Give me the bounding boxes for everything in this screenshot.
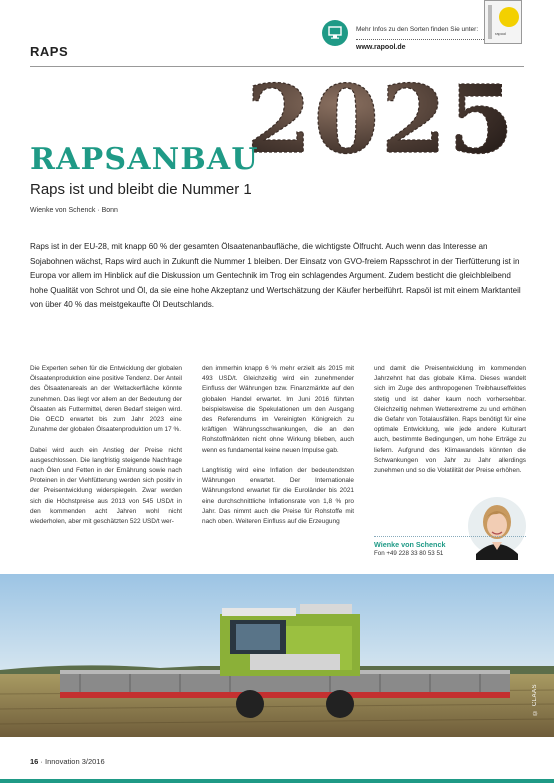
column-paragraph: Dabei wird auch ein Anstieg der Preise nicht ausgeschlossen. Die langfristig steigende Nachfrage nach Ölen und Fetten in der Ernährung sowie nach Proteinen in der Viehfütterung werden sich positiv in der Preisentwicklung widerspiegeln. Zwar werden sich die Höchstpreise aus 2013 von 545 USD/t in den kommenden acht Jahren wohl nicht wiederholen, aber mit geschätzten 522 USD/t wer- <box>30 446 182 526</box>
contact-dotted-rule <box>374 536 526 537</box>
column-paragraph: Langfristig wird eine Inflation der bedeutendsten Währungen erwartet. Der Internationale Währungsfond erwartet für die Euroländer bis 2021 eine durchschnittliche Inflationsrate von 1,8 % pro Jahr. Das nimmt auch die Preise für Rohstoffe mit nach oben. Weiteren Einfluss auf die Erzeugung <box>202 467 354 526</box>
contact-name: Wienke von Schenck <box>374 540 446 549</box>
year-text: 2025 <box>246 74 516 160</box>
rapool-logo-icon <box>499 7 519 27</box>
column-paragraph: den immerhin knapp 6 % mehr erzielt als 2015 mit 493 USD/t. Gleichzeitig wird ein zunehmender Einfluss der Währungen bzw. Finanzmärkte auf den globalen Handel erwartet. Im Juni 2016 führten beispielsweise die Spekulationen um den Ausgang des Referendums im Vereinigten Königreich zu kräftigen Währungsschwankungen, die an den Rohstoffmärkten nicht ohne Wirkung blieben, auch wenn es fundamental keine neuen Impulse gab. <box>202 365 354 454</box>
page-footer <box>30 757 105 766</box>
computer-icon <box>322 20 348 46</box>
text-column-2 <box>202 364 354 537</box>
photo-credit: © CLAAS <box>532 684 538 715</box>
brochure-logo-text: rapool <box>495 31 507 36</box>
issue-label: · Innovation 3/2016 <box>38 757 105 766</box>
year-seed-graphic <box>246 74 516 160</box>
brochure-spine <box>488 5 492 39</box>
section-label: RAPS <box>30 44 69 59</box>
author-line: Wienke von Schenck · Bonn <box>30 207 118 214</box>
rapool-link[interactable]: www.rapool.de <box>356 44 406 51</box>
page-title: RAPSANBAU <box>30 142 259 177</box>
combine-harvester-photo <box>0 574 554 737</box>
contact-phone: Fon +49 228 33 80 53 51 <box>374 550 444 557</box>
info-text: Mehr Infos zu den Sorten finden Sie unter: <box>356 26 479 33</box>
bottom-accent-bar <box>0 779 554 783</box>
lead-paragraph: Raps ist in der EU-28, mit knapp 60 % der gesamten Ölsaatenanbaufläche, die wichtigste Ölfrucht. Auch wenn das Interesse an Sojabohnen wächst, Raps wird auch in Zukunft die Nummer 1 bleiben. Der Einsatz von GVO-freiem Rapsschrot in der Tierfütterung ist in Europa vor allem im Hinblick auf die Diskussion um Gentechnik im Trog ein schlagendes Argument. Zudem besticht die gleichbleibend hohe Qualität von Schrot und Öl, da sie eine hohe Akzeptanz und Wertschätzung der Käufer herbeiführt. Rapsöl ist mit einem Marktanteil von über 40 % das meistgekaufte Öl Deutschlands. <box>30 242 521 310</box>
author-portrait <box>468 492 526 560</box>
page-number: 16 <box>30 757 39 766</box>
column-paragraph: Die Experten sehen für die Entwicklung der globalen Ölsaatenproduktion eine positive Tendenz. Der Anteil des Ölsaatenareals an der Weltackerfläche könnte zunehmen. Das liegt vor allem an der Bedeutung der Ölsaaten als Futtermittel, deren Bedarf steigen wird. Die OECD erwartet bis zum Jahr 2023 eine Zunahme der globalen Ölsaatenproduktion um 17 %. <box>30 365 182 434</box>
brochure-thumbnail <box>484 0 522 44</box>
text-column-1 <box>30 364 182 537</box>
header-rule <box>30 66 524 67</box>
info-dotted-rule <box>356 39 486 40</box>
column-paragraph: und damit die Preisentwicklung im kommenden Jahrzehnt hat das globale Klima. Dieses wandelt sich im Zuge des anthropogenen Treibhauseffektes stetig und ist daher kaum noch vorhersehbar. Gleichzeitig nehmen Wetterextreme zu und erhöhen die Gefahr von Totalausfällen. Raps benötigt für eine optimale Entwicklung, wie jede andere Kulturart auch, bestimmte Bedingungen, um hohe Erträge zu liefern. Aufgrund des Klimawandels könnten die Schwankungen von Jahr zu Jahr allerdings zunehmen und so die Volatilität der Preise erhöhen. <box>374 365 526 475</box>
text-column-3 <box>374 364 526 486</box>
page-subtitle: Raps ist und bleibt die Nummer 1 <box>30 181 252 198</box>
author-contact <box>374 492 526 564</box>
